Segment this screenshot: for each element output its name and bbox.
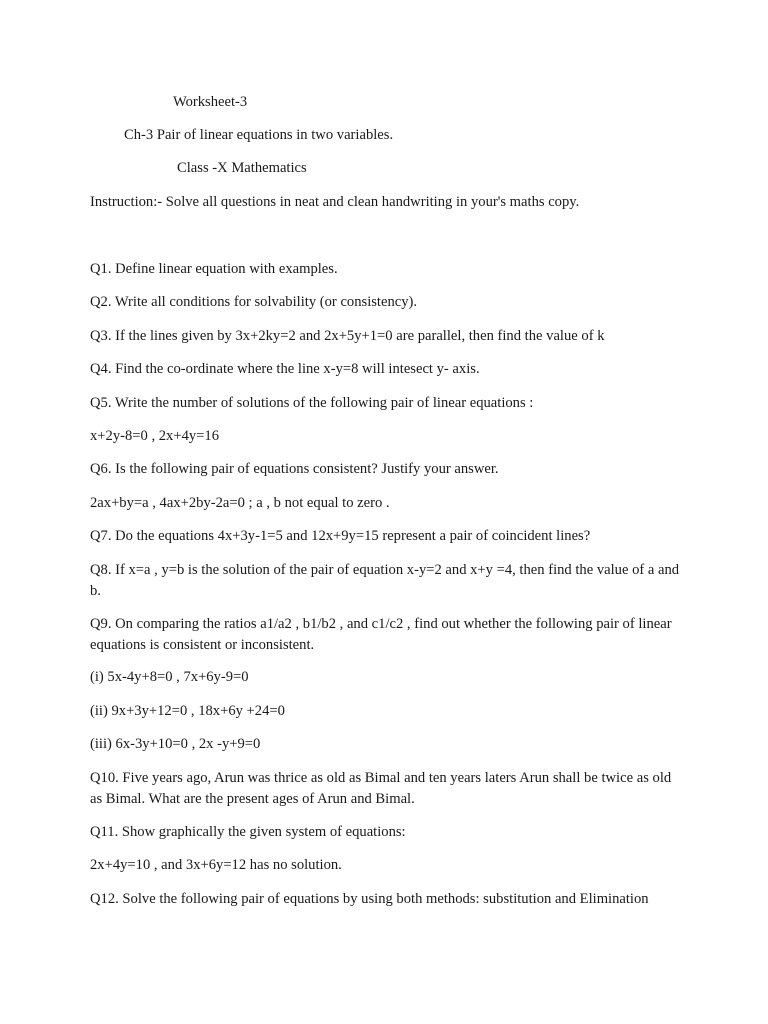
question-3: Q3. If the lines given by 3x+2ky=2 and 2x+5y+1=0 are parallel, then find the value of k (90, 328, 605, 344)
question-8: Q8. If x=a , y=b is the solution of the pair of equation x-y=2 and x+y =4, then find the value of a and b. (90, 562, 680, 599)
question-9-part-i: (i) 5x-4y+8=0 , 7x+6y-9=0 (90, 669, 249, 685)
question-6-equations: 2ax+by=a , 4ax+2by-2a=0 ; a , b not equal to zero . (90, 495, 390, 511)
question-10: Q10. Five years ago, Arun was thrice as old as Bimal and ten years laters Arun shall be twice as old as Bimal. What are the present ages of Arun and Bimal. (90, 770, 672, 807)
question-6: Q6. Is the following pair of equations consistent? Justify your answer. (90, 461, 499, 477)
question-9-part-ii: (ii) 9x+3y+12=0 , 18x+6y +24=0 (90, 703, 285, 719)
class-subject: Class -X Mathematics (177, 160, 307, 176)
question-12: Q12. Solve the following pair of equations by using both methods: substitution and Elimination (90, 891, 649, 907)
question-9-part-iii: (iii) 6x-3y+10=0 , 2x -y+9=0 (90, 736, 261, 752)
chapter-title: Ch-3 Pair of linear equations in two variables. (124, 127, 394, 143)
question-11: Q11. Show graphically the given system of equations: (90, 824, 406, 840)
instruction-text: Instruction:- Solve all questions in neat and clean handwriting in your's maths copy. (90, 194, 580, 210)
question-2: Q2. Write all conditions for solvability (or consistency). (90, 294, 418, 310)
question-5-equations: x+2y-8=0 , 2x+4y=16 (90, 428, 219, 444)
question-5: Q5. Write the number of solutions of the following pair of linear equations : (90, 395, 534, 411)
question-7: Q7. Do the equations 4x+3y-1=5 and 12x+9y=15 represent a pair of coincident lines? (90, 528, 591, 544)
question-11-equations: 2x+4y=10 , and 3x+6y=12 has no solution. (90, 857, 342, 873)
question-4: Q4. Find the co-ordinate where the line x-y=8 will intesect y- axis. (90, 361, 480, 377)
question-9: Q9. On comparing the ratios a1/a2 , b1/b2 , and c1/c2 , find out whether the following pair of linear equations is consistent or inconsistent. (90, 616, 672, 653)
question-1: Q1. Define linear equation with examples. (90, 261, 338, 277)
worksheet-title: Worksheet-3 (173, 94, 248, 110)
